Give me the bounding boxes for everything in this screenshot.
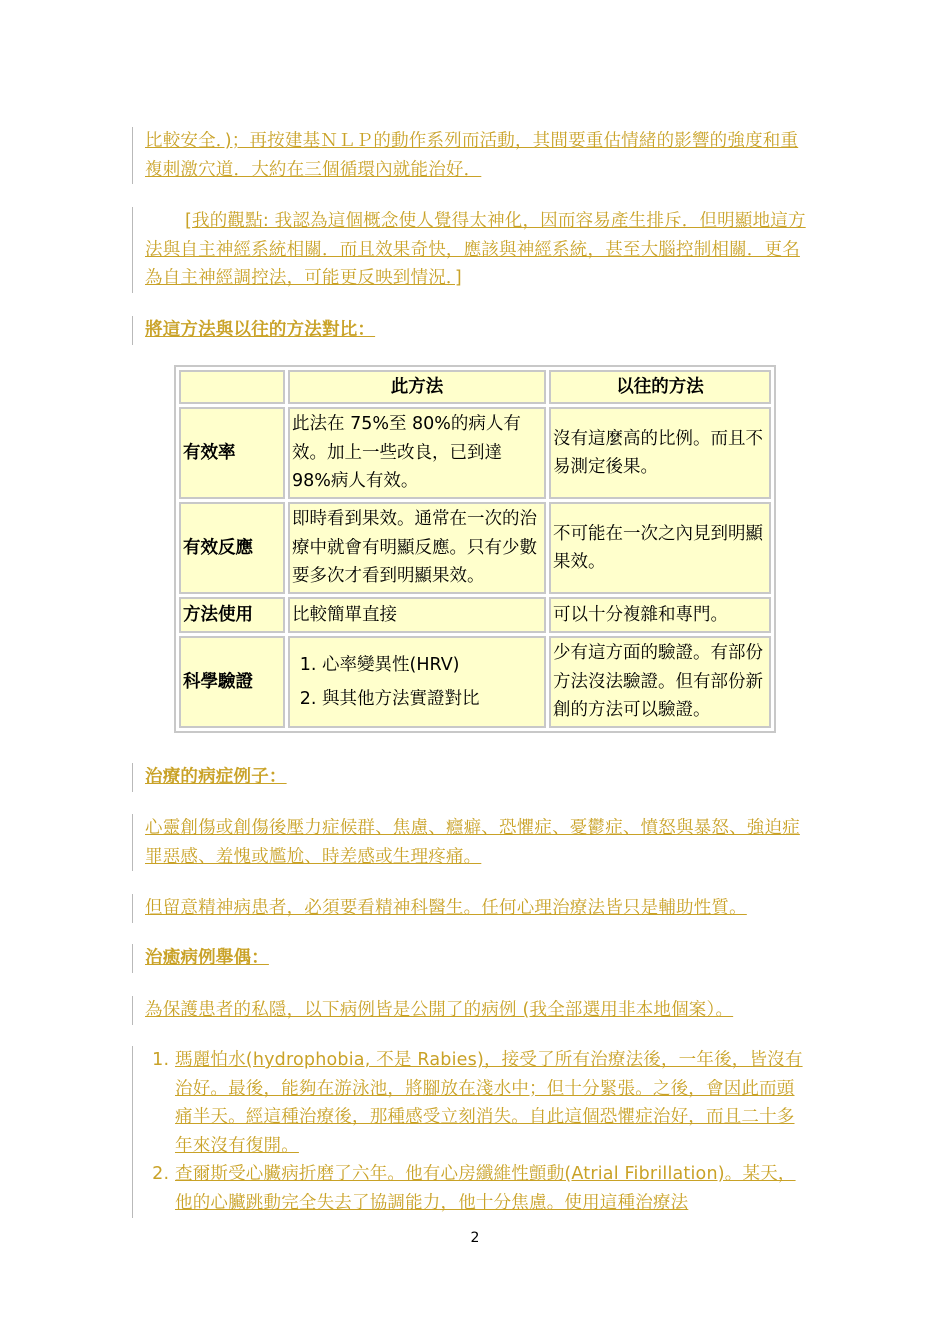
paragraph-continuation (132, 127, 812, 184)
row-label: 有效率 (179, 407, 285, 499)
table-row (179, 597, 771, 633)
text-caution: 但留意精神病患者，必須要看精神科醫生。任何心理治療法皆只是輔助性質。 (145, 898, 747, 918)
heading-examples: 治療的病症例子： (145, 767, 287, 787)
cell-this-method: 此法在 75%至 80%的病人有效。加上一些改良，已到達 98%病人有效。 (288, 407, 546, 499)
table-row (179, 502, 771, 594)
text-para2 (145, 207, 812, 293)
table-header-cell (179, 370, 285, 404)
heading-compare-block (132, 316, 812, 345)
page-number: 2 (470, 1230, 480, 1246)
table-header-row (179, 370, 771, 404)
table-row (179, 636, 771, 728)
row-label: 科學驗證 (179, 636, 285, 728)
row-label: 有效反應 (179, 502, 285, 594)
cell-this-method: 即時看到果效。通常在一次的治療中就會有明顯反應。只有少數要多次才看到明顯果效。 (288, 502, 546, 594)
cell-old-method: 可以十分複雜和專門。 (549, 597, 771, 633)
list-item: 2. 查爾斯受心臟病折磨了六年。他有心房纖維性顫動(Atrial Fibrillation)。某天，他的心臟跳動完全失去了協調能力，他十分焦慮。使用這種治療法 (175, 1160, 812, 1217)
heading-cases-block (132, 944, 812, 973)
list-item: 1. 心率變異性(HRV) (322, 651, 542, 680)
table-header-cell: 此方法 (288, 370, 546, 404)
paragraph-conditions (132, 814, 812, 871)
table-row (179, 407, 771, 499)
list-item: 1. 瑪麗怕水(hydrophobia, 不是 Rabies)，接受了所有治療法後，一年後，皆沒有治好。最後，能夠在游泳池，將腳放在淺水中；但十分緊張。之後，會因此而頭痛半天。經這種治療後，那種感受立刻消失。自此這個恐懼症治好，而且二十多年來沒有復開。 (175, 1046, 812, 1160)
heading-compare: 將這方法與以往的方法對比： (145, 320, 376, 340)
text-para2-body: [我的觀點: 我認為這個概念使人覺得太神化，因而容易產生排斥．但明顯地這方法與自主神經系統相關．而且效果奇快，應該與神經系統，甚至大腦控制相關．更名為自主神經調控法，可能更反映到情況．] (145, 211, 806, 288)
heading-cases: 治癒病例舉偶： (145, 948, 269, 968)
paragraph-caution (132, 894, 812, 923)
paragraph-privacy (132, 996, 812, 1025)
heading-examples-block (132, 763, 812, 792)
cases-block (132, 1046, 812, 1218)
text-para1: 比較安全．)；再按建基ＮＬＰ的動作系列而活動，其間要重估情緒的影響的強度和重複刺激穴道．大約在三個循環內就能治好． (145, 131, 799, 180)
text-conditions: 心靈創傷或創傷後壓力症候群、焦慮、癮癖、恐懼症、憂鬱症、憤怒與暴怒、強迫症罪惡感、羞愧或尷尬、時差感或生理疼痛。 (145, 818, 800, 867)
text-privacy: 為保護患者的私隱，以下病例皆是公開了的病例 (我全部選用非本地個案）。 (145, 1000, 734, 1020)
cell-old-method: 少有這方面的驗證。有部份方法沒法驗證。但有部份新創的方法可以驗證。 (549, 636, 771, 728)
list-item: 2. 與其他方法實證對比 (322, 685, 542, 714)
row-label: 方法使用 (179, 597, 285, 633)
table-header-cell: 以往的方法 (549, 370, 771, 404)
cell-this-method: 比較簡單直接 (288, 597, 546, 633)
paragraph-opinion (132, 207, 812, 293)
cell-old-method: 沒有這麼高的比例。而且不易測定後果。 (549, 407, 771, 499)
cell-this-method (288, 636, 546, 728)
verification-list (292, 651, 542, 714)
cell-old-method: 不可能在一次之內見到明顯果效。 (549, 502, 771, 594)
comparison-table (174, 365, 776, 733)
case-list (145, 1046, 812, 1217)
